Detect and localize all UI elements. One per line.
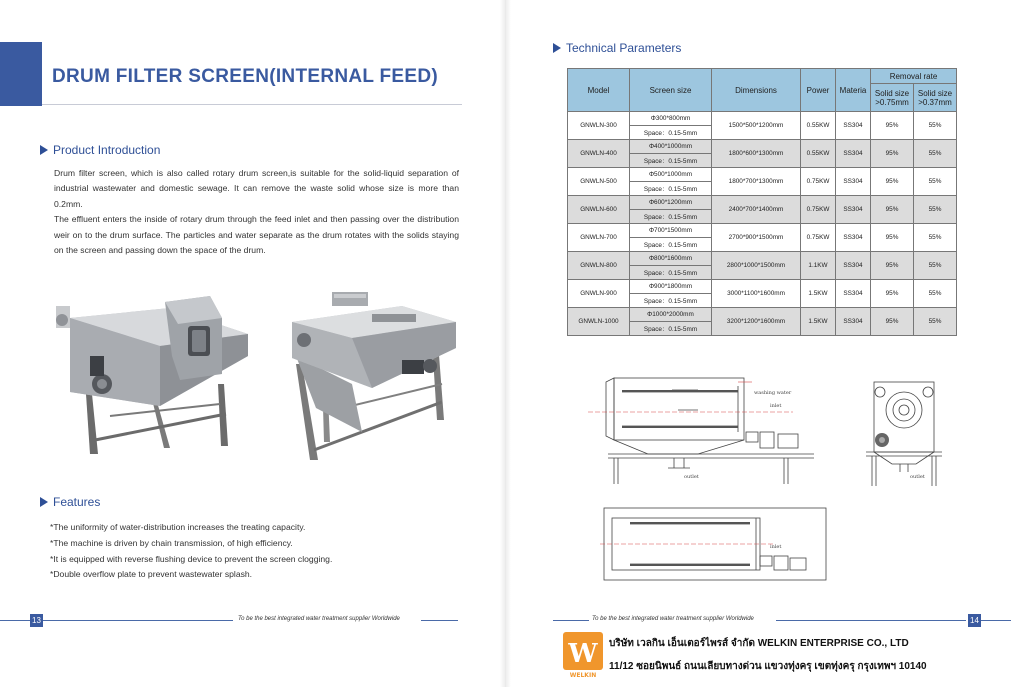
cell-dims: 1800*600*1300mm bbox=[712, 140, 801, 168]
header-screen-size: Screen size bbox=[630, 69, 712, 112]
header-solid-2: Solid size >0.37mm bbox=[914, 84, 957, 112]
machine-photo-2 bbox=[282, 292, 462, 462]
cell-dims: 2700*900*1500mm bbox=[712, 224, 801, 252]
cell-dims: 3000*1100*1600mm bbox=[712, 280, 801, 308]
blue-tab bbox=[0, 42, 42, 106]
cell-rate-1: 95% bbox=[871, 112, 914, 140]
cell-space: Space：0.15-5mm bbox=[630, 294, 712, 308]
cell-rate-1: 95% bbox=[871, 280, 914, 308]
label-washing-water: washing water bbox=[754, 390, 792, 396]
cell-power: 0.75KW bbox=[801, 196, 836, 224]
cell-dims: 1800*700*1300mm bbox=[712, 168, 801, 196]
cell-power: 0.55KW bbox=[801, 112, 836, 140]
feature-item: *The uniformity of water-distribution increases the treating capacity. bbox=[50, 522, 306, 532]
cell-screen: Φ300*800mm bbox=[630, 112, 712, 126]
header-power: Power bbox=[801, 69, 836, 112]
tech-heading: Technical Parameters bbox=[553, 41, 681, 55]
cell-model: GNWLN-600 bbox=[568, 196, 630, 224]
feature-item: *Double overflow plate to prevent wastewater splash. bbox=[50, 569, 253, 580]
cell-model: GNWLN-500 bbox=[568, 168, 630, 196]
label-outlet: outlet bbox=[684, 474, 699, 480]
logo-text: WELKIN bbox=[569, 672, 597, 678]
page-number-left: 13 bbox=[30, 614, 43, 627]
cell-space: Space：0.15-5mm bbox=[630, 126, 712, 140]
company-name: บริษัท เวลกิน เอ็นเตอร์ไพรส์ จำกัด WELKIN ENTERPRISE CO., LTD bbox=[609, 638, 909, 649]
triangle-bullet-icon bbox=[40, 497, 48, 507]
footer-line bbox=[981, 620, 1011, 621]
cell-material: SS304 bbox=[836, 112, 871, 140]
cell-power: 1.1KW bbox=[801, 252, 836, 280]
page-title: DRUM FILTER SCREEN(INTERNAL FEED) bbox=[52, 66, 439, 87]
cell-model: GNWLN-400 bbox=[568, 140, 630, 168]
cell-rate-1: 95% bbox=[871, 308, 914, 336]
left-page bbox=[0, 0, 505, 687]
cell-material: SS304 bbox=[836, 168, 871, 196]
cell-material: SS304 bbox=[836, 280, 871, 308]
cell-model: GNWLN-300 bbox=[568, 112, 630, 140]
header-dimensions: Dimensions bbox=[712, 69, 801, 112]
features-list bbox=[50, 520, 332, 583]
top-view-drawing bbox=[600, 506, 830, 584]
cell-rate-1: 95% bbox=[871, 168, 914, 196]
cell-model: GNWLN-1000 bbox=[568, 308, 630, 336]
header-removal-rate: Removal rate bbox=[871, 69, 957, 84]
cell-rate-1: 95% bbox=[871, 224, 914, 252]
company-address: 11/12 ซอยนิพนธ์ ถนนเลียบทางด่วน แขวงทุ่งครุ เขตทุ่งครุ กรุงเทพฯ 10140 bbox=[609, 661, 927, 672]
cell-model: GNWLN-700 bbox=[568, 224, 630, 252]
cell-space: Space：0.15-5mm bbox=[630, 154, 712, 168]
triangle-bullet-icon bbox=[40, 145, 48, 155]
cell-dims: 1500*500*1200mm bbox=[712, 112, 801, 140]
intro-paragraph: Drum filter screen, which is also called rotary drum screen,is suitable for the solid-liquid separation of industrial wastewater and domestic sewage. It can remove the waste solid whose size is more than 0.2mm. bbox=[54, 168, 459, 209]
cell-space: Space：0.15-5mm bbox=[630, 182, 712, 196]
intro-heading: Product Introduction bbox=[40, 143, 160, 157]
cell-power: 1.5KW bbox=[801, 280, 836, 308]
intro-paragraph: The effluent enters the inside of rotary drum through the feed inlet and then passing over the distribution weir on to the drum surface. The particles and water separate as the drum rotates with the solids staying on the screen and passing down the space of the drum. bbox=[54, 214, 459, 256]
cell-rate-2: 55% bbox=[914, 224, 957, 252]
side-view-drawing bbox=[588, 372, 828, 490]
cell-screen: Φ400*1000mm bbox=[630, 140, 712, 154]
intro-text bbox=[54, 166, 459, 258]
cell-rate-1: 95% bbox=[871, 196, 914, 224]
cell-model: GNWLN-900 bbox=[568, 280, 630, 308]
cell-screen: Φ600*1200mm bbox=[630, 196, 712, 210]
technical-parameters-table bbox=[567, 68, 957, 336]
cell-power: 0.75KW bbox=[801, 224, 836, 252]
cell-space: Space：0.15-5mm bbox=[630, 322, 712, 336]
cell-material: SS304 bbox=[836, 224, 871, 252]
footer-line bbox=[421, 620, 458, 621]
label-inlet-top: inlet bbox=[770, 544, 782, 550]
cell-dims: 2400*700*1400mm bbox=[712, 196, 801, 224]
footer-line bbox=[553, 620, 589, 621]
cell-power: 1.5KW bbox=[801, 308, 836, 336]
triangle-bullet-icon bbox=[553, 43, 561, 53]
cell-rate-2: 55% bbox=[914, 168, 957, 196]
cell-material: SS304 bbox=[836, 196, 871, 224]
footer-line bbox=[0, 620, 30, 621]
cell-dims: 2800*1000*1500mm bbox=[712, 252, 801, 280]
title-rule bbox=[42, 104, 462, 105]
footer-line bbox=[776, 620, 966, 621]
cell-power: 0.55KW bbox=[801, 140, 836, 168]
logo-letter: W bbox=[568, 639, 598, 669]
header-solid-1: Solid size >0.75mm bbox=[871, 84, 914, 112]
features-heading: Features bbox=[40, 495, 100, 509]
header-model: Model bbox=[568, 69, 630, 112]
cell-rate-2: 55% bbox=[914, 112, 957, 140]
cell-screen: Φ900*1800mm bbox=[630, 280, 712, 294]
footer-slogan-right: To be the best integrated water treatment supplier Worldwide bbox=[592, 616, 754, 622]
welkin-logo-icon bbox=[563, 632, 603, 678]
machine-photo-1 bbox=[50, 296, 250, 456]
feature-item: *It is equipped with reverse flushing device to prevent the screen clogging. bbox=[50, 553, 333, 564]
cell-dims: 3200*1200*1600mm bbox=[712, 308, 801, 336]
cell-rate-2: 55% bbox=[914, 252, 957, 280]
page-number-right: 14 bbox=[968, 614, 981, 627]
cell-rate-2: 55% bbox=[914, 140, 957, 168]
cell-space: Space：0.15-5mm bbox=[630, 238, 712, 252]
cell-material: SS304 bbox=[836, 140, 871, 168]
cell-power: 0.75KW bbox=[801, 168, 836, 196]
cell-rate-2: 55% bbox=[914, 280, 957, 308]
cell-material: SS304 bbox=[836, 252, 871, 280]
feature-item: *The machine is driven by chain transmission, of high efficiency. bbox=[50, 537, 293, 548]
cell-screen: Φ500*1000mm bbox=[630, 168, 712, 182]
cell-rate-2: 55% bbox=[914, 308, 957, 336]
cell-screen: Φ700*1500mm bbox=[630, 224, 712, 238]
label-outlet-end: outlet bbox=[910, 474, 925, 480]
label-inlet: inlet bbox=[770, 403, 782, 409]
end-view-drawing bbox=[862, 378, 946, 490]
cell-screen: Φ1000*2000mm bbox=[630, 308, 712, 322]
cell-space: Space：0.15-5mm bbox=[630, 210, 712, 224]
cell-model: GNWLN-800 bbox=[568, 252, 630, 280]
cell-material: SS304 bbox=[836, 308, 871, 336]
header-materia: Materia bbox=[836, 69, 871, 112]
cell-rate-1: 95% bbox=[871, 140, 914, 168]
footer-slogan-left: To be the best integrated water treatment supplier Worldwide bbox=[238, 616, 400, 622]
cell-rate-1: 95% bbox=[871, 252, 914, 280]
cell-rate-2: 55% bbox=[914, 196, 957, 224]
footer-line bbox=[43, 620, 233, 621]
cell-space: Space：0.15-5mm bbox=[630, 266, 712, 280]
cell-screen: Φ800*1600mm bbox=[630, 252, 712, 266]
